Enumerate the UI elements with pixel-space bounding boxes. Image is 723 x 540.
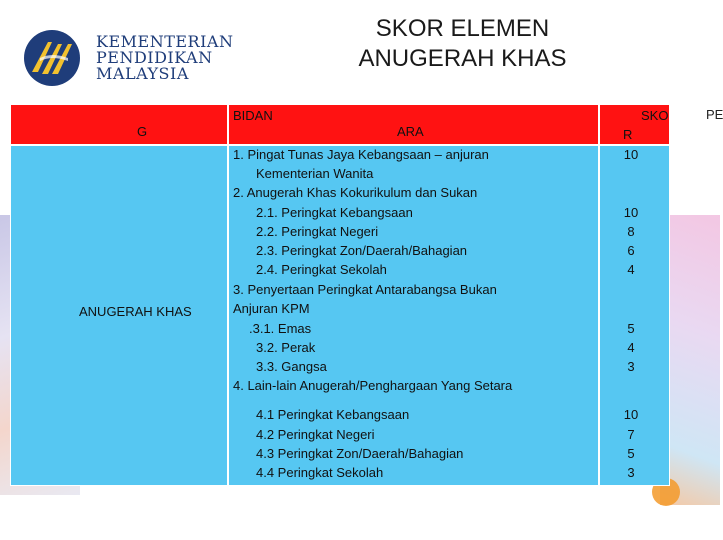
award-row-text: 4. Lain-lain Anugerah/Penghargaan Yang Setara xyxy=(233,378,513,393)
award-row-score: 3 xyxy=(627,465,635,480)
slide-title-line-2: ANUGERAH KHAS xyxy=(358,45,567,72)
award-row-text: 1. Pingat Tunas Jaya Kebangsaan – anjuran xyxy=(233,147,489,162)
award-row-text: 2.1. Peringkat Kebangsaan xyxy=(256,205,413,220)
award-row-text: 2.2. Peringkat Negeri xyxy=(256,224,379,239)
award-row-score: 10 xyxy=(623,407,639,422)
ministry-logo-text xyxy=(96,34,233,82)
award-row-score: 10 xyxy=(623,147,639,162)
header-cell-category xyxy=(11,105,227,144)
award-row-score: 3 xyxy=(627,359,635,374)
award-row-text: .3.1. Emas xyxy=(249,321,312,336)
award-row-text: 2. Anugerah Khas Kokurikulum dan Sukan xyxy=(233,185,478,200)
award-row-text: 4.3 Peringkat Zon/Daerah/Bahagian xyxy=(256,446,464,461)
category-label: ANUGERAH KHAS xyxy=(79,304,192,319)
header-col2-label-top: BIDAN xyxy=(233,108,273,123)
award-row-text: Anjuran KPM xyxy=(233,301,310,316)
score-table xyxy=(10,104,670,486)
header-col2-label-bottom: ARA xyxy=(397,124,424,139)
ministry-emblem-icon xyxy=(22,28,86,88)
award-row-text: 3.3. Gangsa xyxy=(256,359,327,374)
logo-line-1: KEMENTERIAN xyxy=(96,32,234,51)
award-row-text: 2.3. Peringkat Zon/Daerah/Bahagian xyxy=(256,243,468,258)
award-row-text: 4.4 Peringkat Sekolah xyxy=(256,465,384,480)
slide-title xyxy=(290,14,635,74)
ministry-logo xyxy=(22,28,252,88)
award-row-score: 7 xyxy=(627,427,635,442)
award-row-score: 8 xyxy=(627,224,635,239)
award-row-text: 2.4. Peringkat Sekolah xyxy=(256,262,387,277)
award-row-score: 5 xyxy=(627,321,635,336)
award-row-text: Kementerian Wanita xyxy=(256,166,374,181)
header-col3-label-top: SKO xyxy=(641,108,669,123)
header-col3-label-bottom: R xyxy=(623,127,633,142)
award-row-text: 3. Penyertaan Peringkat Antarabangsa Bukan xyxy=(233,282,497,297)
award-row-score: 4 xyxy=(627,262,635,277)
award-row-score: 4 xyxy=(627,340,635,355)
logo-line-2: PENDIDIKAN xyxy=(96,48,213,67)
award-row-score: 10 xyxy=(623,205,639,220)
award-row-score: 5 xyxy=(627,446,635,461)
award-row-text: 4.2 Peringkat Negeri xyxy=(256,427,375,442)
award-row-text: 4.1 Peringkat Kebangsaan xyxy=(256,407,410,422)
award-row-score: 6 xyxy=(627,243,635,258)
header-col1-label: G xyxy=(137,124,148,139)
header-overflow-label: PE xyxy=(706,107,723,122)
award-row-text: 3.2. Perak xyxy=(256,340,316,355)
slide-title-line-1: SKOR ELEMEN xyxy=(375,15,550,42)
logo-line-3: MALAYSIA xyxy=(96,64,189,83)
